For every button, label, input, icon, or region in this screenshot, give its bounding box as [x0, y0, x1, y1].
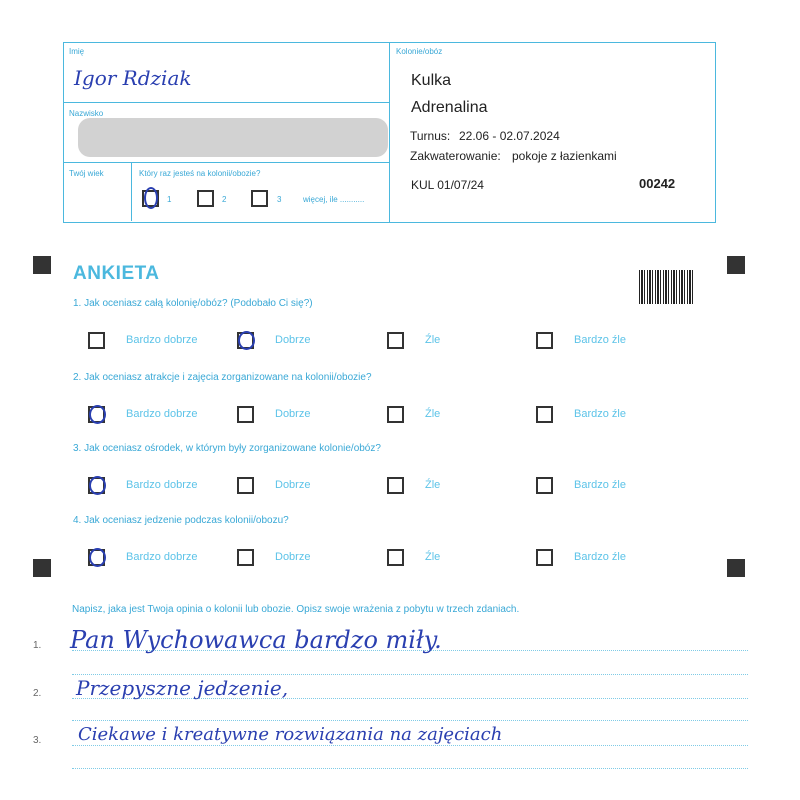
question-3-text: 3. Jak oceniasz ośrodek, w którym były zorganizowane kolonie/obóz? — [73, 443, 381, 454]
question-1-checkbox-4[interactable] — [536, 332, 553, 349]
registration-mark-top-right — [727, 256, 745, 274]
times-option-1: 1 — [167, 195, 172, 204]
surname-label: Nazwisko — [69, 109, 104, 118]
question-1-option-1-label: Bardzo dobrze — [126, 334, 198, 346]
question-2-check-mark — [89, 405, 106, 424]
accommodation-label: Zakwaterowanie: — [410, 149, 501, 163]
question-1-check-mark — [238, 331, 255, 350]
times-label: Który raz jesteś na kolonii/obozie? — [139, 169, 261, 178]
name-label: Imię — [69, 47, 85, 56]
opinion-prompt: Napisz, jaka jest Twoja opinia o kolonii lub obozie. Opisz swoje wrażenia z pobytu w trzech zdaniach. — [72, 604, 520, 615]
answer-line-2b — [72, 720, 748, 721]
question-2-checkbox-4[interactable] — [536, 406, 553, 423]
header-divider-1 — [63, 102, 389, 103]
age-divider — [131, 162, 132, 221]
survey-title: ANKIETA — [73, 263, 160, 284]
question-4-option-2-label: Dobrze — [275, 551, 311, 563]
question-3-checkbox-3[interactable] — [387, 477, 404, 494]
answer-text-1[interactable]: Pan Wychowawca bardzo miły. — [70, 626, 442, 654]
question-3-option-1-label: Bardzo dobrze — [126, 479, 198, 491]
question-3-checkbox-4[interactable] — [536, 477, 553, 494]
question-3-check-mark — [89, 476, 106, 495]
times-option-2: 2 — [222, 195, 227, 204]
question-3-checkbox-2[interactable] — [237, 477, 254, 494]
answer-number-1: 1. — [33, 640, 42, 651]
question-4-text: 4. Jak oceniasz jedzenie podczas kolonii/obozu? — [73, 515, 289, 526]
answer-text-2[interactable]: Przepyszne jedzenie, — [76, 676, 289, 700]
question-4-option-1-label: Bardzo dobrze — [126, 551, 198, 563]
answer-line-1b — [72, 674, 748, 675]
question-2-option-1-label: Bardzo dobrze — [126, 408, 198, 420]
question-4-option-4-label: Bardzo źle — [574, 551, 626, 563]
answer-line-3b — [72, 768, 748, 769]
camp-code: KUL 01/07/24 — [411, 178, 484, 192]
times-option-3: 3 — [277, 195, 282, 204]
answer-line-3a — [72, 745, 748, 746]
turnus-value: 22.06 - 02.07.2024 — [459, 129, 560, 143]
answer-text-3[interactable]: Ciekawe i kreatywne rozwiązania na zajęciach — [78, 724, 503, 745]
question-1-checkbox-3[interactable] — [387, 332, 404, 349]
times-checkbox-2[interactable] — [197, 190, 214, 207]
answer-number-2: 2. — [33, 688, 42, 699]
question-2-checkbox-2[interactable] — [237, 406, 254, 423]
question-2-text: 2. Jak oceniasz atrakcje i zajęcia zorganizowane na kolonii/obozie? — [73, 372, 372, 383]
registration-mark-bottom-left — [33, 559, 51, 577]
registration-mark-top-left — [33, 256, 51, 274]
camp-label: Kolonie/obóz — [396, 47, 443, 56]
question-2-option-2-label: Dobrze — [275, 408, 311, 420]
question-1-option-4-label: Bardzo źle — [574, 334, 626, 346]
question-3-option-2-label: Dobrze — [275, 479, 311, 491]
question-1-text: 1. Jak oceniasz całą kolonię/obóz? (Podobało Ci się?) — [73, 298, 313, 309]
age-label: Twój wiek — [69, 169, 104, 178]
question-2-checkbox-3[interactable] — [387, 406, 404, 423]
camp-name-1: Kulka — [411, 72, 452, 89]
header-divider-2 — [63, 162, 389, 163]
barcode — [639, 270, 693, 304]
turnus-label: Turnus: — [410, 129, 451, 143]
answer-number-3: 3. — [33, 735, 42, 746]
question-4-option-3-label: Źle — [425, 551, 441, 563]
registration-mark-bottom-right — [727, 559, 745, 577]
times-check-mark — [144, 187, 158, 209]
name-value[interactable]: Igor Rdziak — [74, 66, 192, 90]
header-divider-vertical — [389, 42, 390, 222]
times-option-more: więcej, ile ........... — [303, 195, 365, 204]
question-1-checkbox-1[interactable] — [88, 332, 105, 349]
surname-redaction — [78, 118, 388, 157]
question-1-option-2-label: Dobrze — [275, 334, 311, 346]
question-2-option-3-label: Źle — [425, 408, 441, 420]
question-3-option-3-label: Źle — [425, 479, 441, 491]
question-4-checkbox-4[interactable] — [536, 549, 553, 566]
camp-name-2: Adrenalina — [411, 99, 488, 116]
form-number: 00242 — [639, 176, 676, 191]
question-4-checkbox-2[interactable] — [237, 549, 254, 566]
question-2-option-4-label: Bardzo źle — [574, 408, 626, 420]
question-1-option-3-label: Źle — [425, 334, 441, 346]
times-checkbox-3[interactable] — [251, 190, 268, 207]
question-4-check-mark — [89, 548, 106, 567]
question-4-checkbox-3[interactable] — [387, 549, 404, 566]
question-3-option-4-label: Bardzo źle — [574, 479, 626, 491]
accommodation-value: pokoje z łazienkami — [512, 149, 617, 163]
